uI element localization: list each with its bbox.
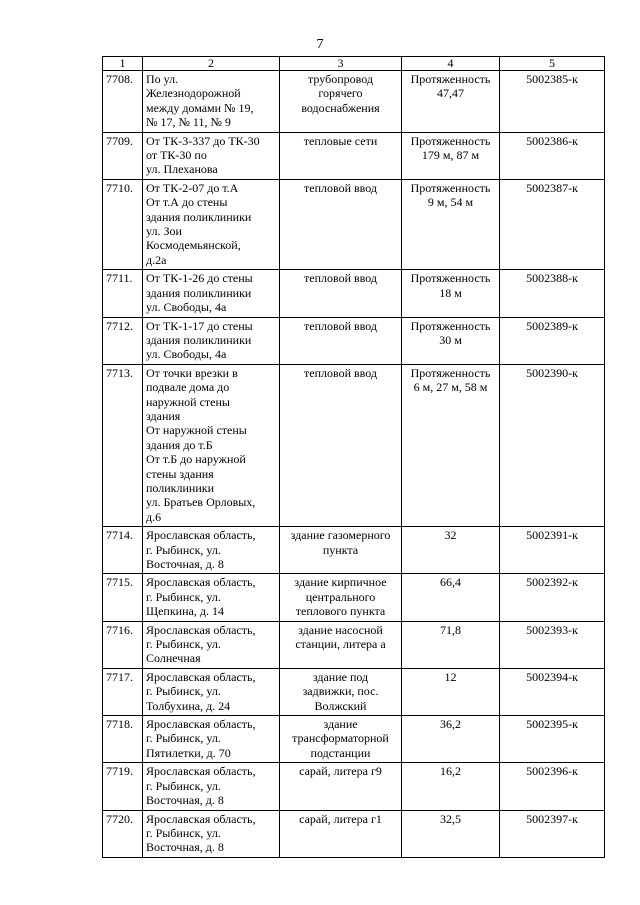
object-name: здание газомерного пункта <box>280 527 402 574</box>
row-number: 7712. <box>103 317 143 364</box>
object-name: тепловой ввод <box>280 364 402 526</box>
row-number: 7717. <box>103 668 143 715</box>
object-address: Ярославская область, г. Рыбинск, ул. Восточная, д. 8 <box>143 810 280 857</box>
object-characteristic: Протяженность 9 м, 54 м <box>402 179 500 269</box>
row-number: 7713. <box>103 364 143 526</box>
object-address: От ТК-2-07 до т.А От т.А до стены здания поликлиники ул. Зои Космодемьянской, д.2а <box>143 179 280 269</box>
object-characteristic: 16,2 <box>402 763 500 810</box>
object-characteristic: 32 <box>402 527 500 574</box>
column-header: 5 <box>500 57 605 71</box>
object-name: тепловые сети <box>280 132 402 179</box>
column-header: 3 <box>280 57 402 71</box>
object-address: От ТК-3-337 до ТК-30 от ТК-30 по ул. Плеханова <box>143 132 280 179</box>
table-row <box>103 716 605 763</box>
registry-code: 5002393-к <box>500 621 605 668</box>
object-address: Ярославская область, г. Рыбинск, ул. Толбухина, д. 24 <box>143 668 280 715</box>
table-row <box>103 668 605 715</box>
object-address: Ярославская область, г. Рыбинск, ул. Восточная, д. 8 <box>143 527 280 574</box>
object-name: здание насосной станции, литера а <box>280 621 402 668</box>
object-name: тепловой ввод <box>280 179 402 269</box>
object-characteristic: 36,2 <box>402 716 500 763</box>
row-number: 7708. <box>103 71 143 133</box>
registry-code: 5002388-к <box>500 270 605 317</box>
object-name: трубопровод горячего водоснабжения <box>280 71 402 133</box>
table-row <box>103 364 605 526</box>
object-name: тепловой ввод <box>280 270 402 317</box>
registry-code: 5002385-к <box>500 71 605 133</box>
object-name: здание кирпичное центрального теплового пункта <box>280 574 402 621</box>
row-number: 7715. <box>103 574 143 621</box>
object-name: здание трансформаторной подстанции <box>280 716 402 763</box>
table-row <box>103 810 605 857</box>
object-address: Ярославская область, г. Рыбинск, ул. Солнечная <box>143 621 280 668</box>
row-number: 7710. <box>103 179 143 269</box>
registry-code: 5002397-к <box>500 810 605 857</box>
table-row <box>103 317 605 364</box>
object-characteristic: 71,8 <box>402 621 500 668</box>
table-row <box>103 527 605 574</box>
registry-code: 5002390-к <box>500 364 605 526</box>
row-number: 7720. <box>103 810 143 857</box>
object-name: тепловой ввод <box>280 317 402 364</box>
object-address: От точки врезки в подвале дома до наружной стены здания От наружной стены здания до т.Б От т.Б до наружной стены здания поликлиники ул. Братьев Орловых, д.6 <box>143 364 280 526</box>
object-address: От ТК-1-17 до стены здания поликлиники ул. Свободы, 4а <box>143 317 280 364</box>
table-row <box>103 270 605 317</box>
row-number: 7711. <box>103 270 143 317</box>
header-row <box>103 57 605 71</box>
object-address: Ярославская область, г. Рыбинск, ул. Щепкина, д. 14 <box>143 574 280 621</box>
object-address: Ярославская область, г. Рыбинск, ул. Восточная, д. 8 <box>143 763 280 810</box>
table-row <box>103 621 605 668</box>
object-characteristic: 12 <box>402 668 500 715</box>
registry-code: 5002389-к <box>500 317 605 364</box>
object-address: По ул. Железнодорожной между домами № 19, № 17, № 11, № 9 <box>143 71 280 133</box>
object-characteristic: 66,4 <box>402 574 500 621</box>
object-characteristic: Протяженность 47,47 <box>402 71 500 133</box>
page-number: 7 <box>316 37 324 52</box>
registry-code: 5002392-к <box>500 574 605 621</box>
row-number: 7709. <box>103 132 143 179</box>
table-row <box>103 763 605 810</box>
object-characteristic: Протяженность 6 м, 27 м, 58 м <box>402 364 500 526</box>
column-header: 1 <box>103 57 143 71</box>
object-address: От ТК-1-26 до стены здания поликлиники ул. Свободы, 4а <box>143 270 280 317</box>
row-number: 7719. <box>103 763 143 810</box>
table-row <box>103 179 605 269</box>
row-number: 7718. <box>103 716 143 763</box>
object-characteristic: Протяженность 179 м, 87 м <box>402 132 500 179</box>
column-header: 4 <box>402 57 500 71</box>
object-characteristic: 32,5 <box>402 810 500 857</box>
registry-code: 5002387-к <box>500 179 605 269</box>
object-name: сарай, литера г1 <box>280 810 402 857</box>
registry-code: 5002395-к <box>500 716 605 763</box>
column-header: 2 <box>143 57 280 71</box>
object-address: Ярославская область, г. Рыбинск, ул. Пятилетки, д. 70 <box>143 716 280 763</box>
row-number: 7716. <box>103 621 143 668</box>
table-row <box>103 132 605 179</box>
object-name: сарай, литера г9 <box>280 763 402 810</box>
property-registry-table <box>102 56 605 858</box>
registry-code: 5002394-к <box>500 668 605 715</box>
object-characteristic: Протяженность 18 м <box>402 270 500 317</box>
registry-code: 5002391-к <box>500 527 605 574</box>
table-row <box>103 71 605 133</box>
table-row <box>103 574 605 621</box>
object-characteristic: Протяженность 30 м <box>402 317 500 364</box>
row-number: 7714. <box>103 527 143 574</box>
registry-code: 5002386-к <box>500 132 605 179</box>
object-name: здание под задвижки, пос. Волжский <box>280 668 402 715</box>
registry-code: 5002396-к <box>500 763 605 810</box>
